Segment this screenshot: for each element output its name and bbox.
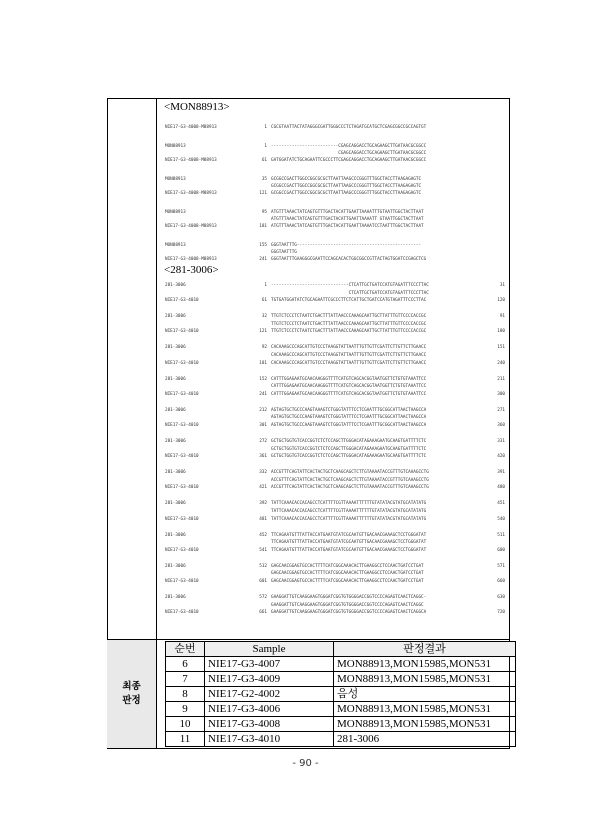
c281-3006-row-end: 271 (497, 407, 505, 413)
cell-index: 10 (166, 717, 205, 732)
c281-3006-row-end: 540 (497, 516, 505, 522)
c281-3006-row-label: 281-3006 (165, 439, 186, 444)
result-table (165, 641, 516, 747)
c281-3006-row-sequence: TTCAGAATGTTTATTACCATGAATGTATCGCAATGTTGACAACGAAAGCTCCTGGGATAT (271, 547, 427, 553)
c281-3006-row-sequence: TTGTCTCCCTCTAATCTGACTTTATTAACCCAAAGCAATTGCTTATTTGTTCCCCACCGC (271, 321, 427, 327)
c281-3006-row-start: 92 (261, 345, 267, 351)
table-row (166, 672, 516, 687)
c281-3006-row-label: NIE17-G3-4010 (165, 454, 199, 460)
final-label-line2: 판정 (122, 695, 141, 706)
c281-3006-row-sequence: TTGTCTCCCTCTAATCTGACTTTATTAACCCAAAGCAATTGCTTATTTGTTCCCCACCGC (271, 314, 427, 320)
c281-3006-row-label: NIE17-G3-4010 (165, 329, 199, 335)
c281-3006-row-sequence: GAGCAACGGAGTGCCACTTTTCATCGGCAAACACTTGAAGGCCTCCAACTGATCCTGAT (271, 571, 424, 577)
c281-3006-row-sequence: GAAGGATTGTCAAGGAAGTGGGATCGGTGTGGGGACCGGTCCCCAGAGTCAACTCAGGC (271, 602, 424, 608)
cell-index: 11 (166, 732, 205, 747)
c281-3006-row-end: 720 (497, 610, 505, 616)
section-title-mon88913: <MON88913> (164, 101, 230, 113)
cell-result: MON88913,MON15985,MON531 (334, 717, 516, 732)
cell-result: MON88913,MON15985,MON531 (334, 702, 516, 717)
c281-3006-row-sequence: AGTAGTGCTGCCCAAGTAAAGTCTGGGTATTTCCTCGAATTTGCGGCATTAACTAAGCCA (271, 423, 427, 428)
c281-3006-row-start: 241 (259, 391, 267, 397)
c281-3006-row-start: 481 (259, 516, 267, 522)
table-row (166, 687, 516, 702)
c281-3006-row-end: 391 (497, 470, 505, 476)
c281-3006-row-label: NIE17-G3-4010 (165, 485, 199, 491)
c281-3006-row-end: 91 (499, 314, 505, 320)
c281-3006-row-sequence: CACAAAGCCCAGCATTGTCCCTAAGGTATTAATTTGTTGTTCGATTCTTGTTCTTGAACC (271, 360, 427, 366)
mon88913-row-sequence: ATGTTTAAACTATCAGTGTTTGACTACATTGAATTAAAATT GTAATTGGCTACTTAAT (271, 217, 424, 222)
cell-index: 7 (166, 672, 205, 687)
c281-3006-row-end: 211 (497, 376, 505, 382)
header-index: 순번 (166, 642, 205, 657)
mon88913-row-sequence: GCGGCCGACTTGGCCGGCGCGCTTAATTAAGCCCGGGTTTGGCTACCTTAAGAGAGTC (271, 191, 422, 196)
c281-3006-row-sequence: TGTGATGGATATCTGCAGAATTCGCCCTTCTCATTGCTGATCCATGTAGATTTCCCTTAC (271, 298, 427, 304)
c281-3006-row-start: 1 (264, 283, 267, 288)
c281-3006-row-start: 512 (259, 563, 267, 569)
c281-3006-row-end: 151 (497, 345, 505, 351)
mon88913-row-sequence: GGGTAATTTGAAGGGCGAATTCCAGCACACTGGCGGCCGTTACTAGTGGATCCGAGCTCG (271, 257, 427, 262)
c281-3006-row-end: 571 (497, 563, 505, 569)
mon88913-row-sequence: GCGGCCGACTTGGCCGGCGCGCTTAATTAAGCCCGGGTTTGGCTACCTTAAGAGAGTC (271, 184, 422, 189)
c281-3006-row-sequence: AGTAGTGCTGCCCAAGTAAAGTCTGGGTATTTCCTCGAATTTGCGGCATTAACTAAGCCA (271, 407, 427, 413)
c281-3006-row-start: 661 (259, 610, 267, 616)
c281-3006-row-sequence: GAAGGATTGTCAAGGAAGTGGGATCGGTGTGGGGACCGGTCCCCAGAGTCAACTCAGGCA (271, 610, 427, 616)
mon88913-row-start: 1 (264, 144, 267, 149)
c281-3006-row-sequence: GAAGGATTGTCAAGGAAGTGGGATCGGTGTGGGGACCGGTCCCCAGAGTCAACTCAGGC- (271, 595, 427, 600)
c281-3006-row-sequence: TTCAGAATGTTTATTACCATGAATGTATCGCAATGTTGACAACGAAAGCTCCTGGGATAT (271, 532, 427, 538)
mon88913-row-sequence: GCGGCCGACTTGGCCGGCGCGCTTAATTAAGCCCGGGTTTGGCTACCTTAAGAGAGTC (271, 177, 422, 182)
c281-3006-row-sequence: TTCAGAATGTTTATTACCATGAATGTATCGCAATGTTGACAACGAAAGCTCCTGGGATAT (271, 540, 427, 546)
c281-3006-row-sequence: GAGCAACGGAGTGCCACTTTTCATCGGCAAACACTTGAAGGCCTCCAACTGATCCTGAT (271, 563, 424, 569)
c281-3006-row-sequence: AGTAGTGCTGCCCAAGTAAAGTCTGGGTATTTCCTCGAATTTGCGGCATTAACTAAGCCA (271, 415, 427, 421)
c281-3006-row-label: NIE17-G3-4010 (165, 579, 199, 584)
c281-3006-row-start: 32 (261, 314, 267, 320)
final-label-line1: 최종 (122, 681, 141, 692)
c281-3006-row-end: 511 (497, 532, 505, 538)
c281-3006-row-label: NIE17-G3-4010 (165, 360, 199, 366)
c281-3006-row-end: 360 (497, 423, 505, 428)
c281-3006-row-end: 451 (497, 501, 505, 507)
c281-3006-row-sequence: CATTTGGAGAATGCAACAAGGGTTTTCATGTCAGCACGGTAATGGTTCTGTGTAAATTCC (271, 376, 427, 382)
c281-3006-row-label: 281-3006 (165, 314, 186, 320)
c281-3006-row-sequence: ------------------------------CTCATTGCTGATCCATGTAGATTTCCCTTAC (271, 283, 429, 288)
c281-3006-row-start: 601 (259, 579, 267, 584)
c281-3006-row-start: 541 (259, 547, 267, 553)
c281-3006-row-label: 281-3006 (165, 345, 186, 351)
c281-3006-row-label: 281-3006 (165, 407, 186, 413)
table-row (166, 732, 516, 747)
c281-3006-row-sequence: ACCGTTTCAGTATTCACTACTGCTCAAGCAGCTCTTGTAAAATACCGTTTGTCAAAGCCTG (271, 485, 429, 491)
c281-3006-row-start: 212 (259, 407, 267, 413)
c281-3006-row-end: 630 (497, 595, 505, 600)
c281-3006-row-sequence: GCTGCTGGTGTCACCGGTCTCTCCAGCTTGGGACATAGAAAGAATGCAAGTGATTTTCTC (271, 439, 427, 444)
mon88913-row-sequence: --------------------------CGAGCAGGACCTGCAGAAGCTTGATAACGCGGCC (271, 144, 427, 149)
cell-sample: NIE17-G3-4009 (205, 672, 334, 687)
c281-3006-row-sequence: ACCGTTTCAGTATTCACTACTGCTCAAGCAGCTCTTGTAAAATACCGTTTGTCAAAGCCTG (271, 477, 429, 483)
c281-3006-row-label: NIE17-G3-4010 (165, 516, 199, 522)
mon88913-row-label: NIE17-G3-4008-M88913 (165, 257, 217, 262)
mon88913-row-sequence: GATGGATATCTGCAGAATTCGCCCTTCGAGCAGGACCTGCAGAAGCTTGATAACGCGGCC (271, 158, 427, 163)
c281-3006-row-sequence: GCTGCTGGTGTCACCGGTCTCTCCAGCTTGGGACATAGAAAGAATGCAAGTGATTTTCTC (271, 454, 427, 460)
mon88913-row-label: NIE17-G3-4008-M88913 (165, 191, 217, 196)
c281-3006-row-end: 660 (497, 579, 505, 584)
c281-3006-row-label: 281-3006 (165, 376, 186, 382)
cell-result: 음성 (334, 687, 516, 702)
c281-3006-row-end: 420 (497, 454, 505, 460)
mon88913-row-label: MON88913 (165, 210, 186, 215)
mon88913-row-start: 241 (259, 257, 267, 262)
c281-3006-row-start: 121 (259, 329, 267, 335)
c281-3006-row-sequence: ACCGTTTCAGTATTCACTACTGCTCAAGCAGCTCTTGTAAAATACCGTTTGTCAAAGCCTG (271, 470, 429, 476)
result-table-header (166, 642, 516, 657)
c281-3006-row-sequence: TTGTCTCCCTCTAATCTGACTTTATTAACCCAAAGCAATTGCTTATTTGTTCCCCACCGC (271, 329, 427, 335)
mon88913-row-sequence: GGGTAATTTG (271, 250, 297, 255)
mon88913-row-label: NIE17-G3-4008-M88913 (165, 158, 217, 163)
cell-result: MON88913,MON15985,MON531 (334, 672, 516, 687)
mon88913-row-start: 1 (264, 125, 267, 130)
c281-3006-row-start: 421 (259, 485, 267, 491)
mon88913-row-label: MON88913 (165, 243, 186, 248)
mon88913-row-sequence: ATGTTTAAACTATCAGTGTTTGACTACATTGAATTAAAATCCTAATTTGGCTACTTAAT (271, 224, 424, 229)
mon88913-row-start: 181 (259, 224, 267, 229)
cell-sample: NIE17-G3-4008 (205, 717, 334, 732)
c281-3006-row-end: 331 (497, 439, 505, 444)
c281-3006-row-end: 180 (497, 329, 505, 335)
mon88913-row-start: 95 (261, 210, 267, 215)
c281-3006-row-start: 452 (259, 532, 267, 538)
c281-3006-row-sequence: TATTCAAACACCACAGCCTCATTTTCGTTAAAATTTTTTGTATATACGTATGCATATATG (271, 501, 427, 507)
c281-3006-row-label: NIE17-G3-4010 (165, 423, 199, 428)
mon88913-row-sequence: CGAGCAGGACCTGCAGAAGCTTGATAACGCGGCC (271, 151, 427, 156)
cell-sample: NIE17-G3-4006 (205, 702, 334, 717)
mon88913-row-sequence: CGCGTAATTACTATAGGGCGATTGGGCCCTCTAGATGCATGCTCGAGCGGCCGCCAGTGT (271, 125, 427, 130)
c281-3006-row-sequence: CACAAAGCCCAGCATTGTCCCTAAGGTATTAATTTGTTGTTCGATTCTTGTTCTTGAACC (271, 353, 427, 358)
c281-3006-row-start: 361 (259, 454, 267, 460)
mon88913-row-sequence: ATGTTTAAACTATCAGTGTTTGACTACATTGAATTAAAATTTGTAATTGGCTACTTAAT (271, 210, 424, 215)
cell-sample: NIE17-G3-4010 (205, 732, 334, 747)
cell-sample: NIE17-G2-4002 (205, 687, 334, 702)
c281-3006-row-start: 152 (259, 376, 267, 382)
page-number: - 90 - (292, 758, 319, 769)
c281-3006-row-sequence: CATTTGGAGAATGCAACAAGGGTTTTCATGTCAGCACGGTAATGGTTCTGTGTAAATTCC (271, 391, 427, 397)
c281-3006-row-sequence: CACAAAGCCCAGCATTGTCCCTAAGGTATTAATTTGTTGTTCGATTCTTGTTCTTGAACC (271, 345, 427, 351)
mon88913-row-sequence: GGGTAATTTG------------------------------------------------ (271, 243, 422, 248)
mon88913-row-start: 155 (259, 243, 267, 248)
cell-index: 6 (166, 657, 205, 672)
c281-3006-row-label: 281-3006 (165, 595, 186, 600)
c281-3006-row-label: NIE17-G3-4010 (165, 610, 199, 616)
c281-3006-row-start: 332 (259, 470, 267, 476)
mon88913-row-label: MON88913 (165, 177, 186, 182)
c281-3006-row-label: NIE17-G3-4010 (165, 391, 199, 397)
c281-3006-row-label: 281-3006 (165, 283, 186, 288)
mon88913-row-start: 121 (259, 191, 267, 196)
cell-result: 281-3006 (334, 732, 516, 747)
cell-sample: NIE17-G3-4007 (205, 657, 334, 672)
c281-3006-row-sequence: CATTTGGAGAATGCAACAAGGGTTTTCATGTCAGCACGGTAATGGTTCTGTGTAAATTCC (271, 384, 427, 390)
frame-divider-horizontal (107, 639, 510, 640)
mon88913-row-label: NIE17-G3-4008-M88913 (165, 125, 217, 130)
c281-3006-row-sequence: TATTCAAACACCACAGCCTCATTTTCGTTAAAATTTTTTGTATATACGTATGCATATATG (271, 509, 427, 514)
alignment-panel (157, 99, 509, 639)
c281-3006-row-start: 301 (259, 423, 267, 428)
c281-3006-row-sequence: TATTCAAACACCACAGCCTCATTTTCGTTAAAATTTTTTGTATATACGTATGCATATATG (271, 516, 427, 522)
cell-index: 9 (166, 702, 205, 717)
c281-3006-row-label: 281-3006 (165, 532, 186, 538)
c281-3006-row-end: 120 (497, 298, 505, 304)
mon88913-row-label: MON88913 (165, 144, 186, 149)
section-title-281-3006: <281-3006> (164, 264, 219, 276)
c281-3006-row-label: NIE17-G3-4010 (165, 298, 199, 304)
c281-3006-row-end: 480 (497, 485, 505, 491)
mon88913-row-start: 35 (261, 177, 267, 182)
c281-3006-row-label: 281-3006 (165, 470, 186, 476)
c281-3006-row-start: 61 (261, 298, 267, 304)
c281-3006-row-end: 31 (499, 283, 505, 288)
mon88913-row-label: NIE17-G3-4008-M88913 (165, 224, 217, 229)
c281-3006-row-start: 392 (259, 501, 267, 507)
table-row (166, 702, 516, 717)
c281-3006-row-sequence: CTCATTGCTGATCCATGTAGATTTCCCTTAC (271, 290, 429, 296)
cell-index: 8 (166, 687, 205, 702)
c281-3006-row-end: 240 (497, 360, 505, 366)
mon88913-row-start: 61 (261, 158, 267, 163)
final-judgement-label (107, 640, 156, 748)
c281-3006-row-end: 600 (497, 547, 505, 553)
c281-3006-row-label: 281-3006 (165, 501, 186, 507)
c281-3006-row-start: 572 (259, 595, 267, 600)
c281-3006-row-start: 181 (259, 360, 267, 366)
c281-3006-row-label: 281-3006 (165, 563, 186, 569)
table-row (166, 717, 516, 732)
c281-3006-row-label: NIE17-G3-4010 (165, 547, 199, 553)
c281-3006-row-start: 272 (259, 439, 267, 444)
c281-3006-row-sequence: GAGCAACGGAGTGCCACTTTTCATCGGCAAACACTTGAAGGCCTCCAACTGATCCTGAT (271, 579, 424, 584)
table-row (166, 657, 516, 672)
c281-3006-row-end: 300 (497, 391, 505, 397)
cell-result: MON88913,MON15985,MON531 (334, 657, 516, 672)
header-sample: Sample (205, 642, 334, 657)
header-result: 판정결과 (334, 642, 516, 657)
c281-3006-row-sequence: GCTGCTGGTGTCACCGGTCTCTCCAGCTTGGGACATAGAAAGAATGCAAGTGATTTTCTC (271, 446, 427, 452)
